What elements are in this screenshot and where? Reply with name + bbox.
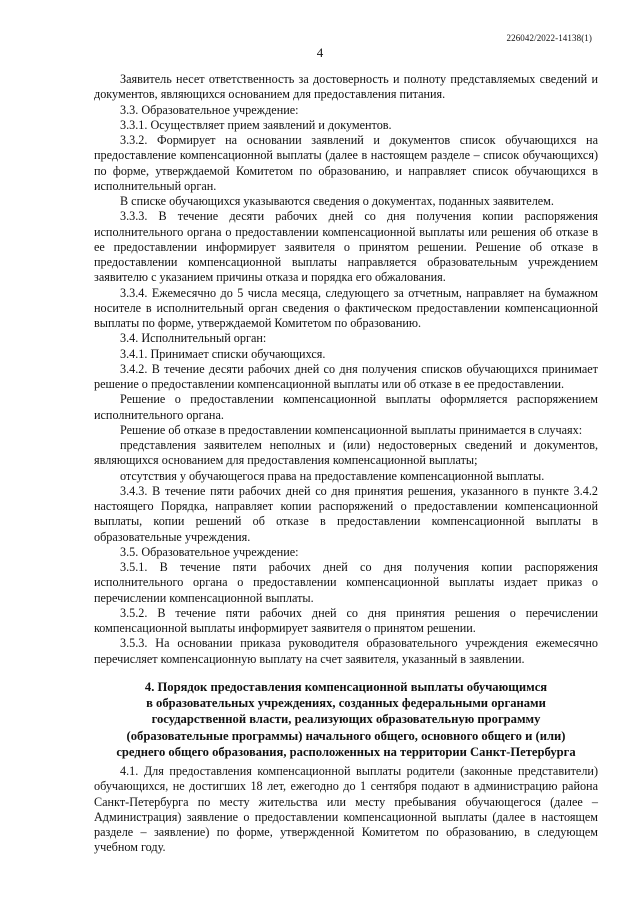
page-number: 4 [316, 45, 324, 60]
paragraph-3-5-2: 3.5.2. В течение пяти рабочих дней со дня принятия решения о перечислении компенсационной выплаты информирует заявителя о принятом решении. [94, 605, 598, 635]
heading-line: 4. Порядок предоставления компенсационной выплаты обучающимся [144, 680, 548, 694]
document-body [94, 72, 598, 667]
paragraph-3-5-1: 3.5.1. В течение пяти рабочих дней со дня получения копии распоряжения исполнительного органа о предоставлении компенсационной выплаты издает приказ о перечислении компенсационной выплаты. [94, 560, 598, 605]
paragraph-3-3-1: 3.3.1. Осуществляет прием заявлений и документов. [120, 117, 392, 132]
paragraph-3-3-2: 3.3.2. Формирует на основании заявлений и документов список обучающихся на предоставление компенсационной выплаты (далее в настоящем разделе – список обучающихся) по форме, утверждаемой Комитетом по образованию, и направляет список обучающихся в исполнительный орган. [94, 133, 598, 193]
heading-line: в образовательных учреждениях, созданных федеральными органами [146, 696, 546, 711]
document-number: 226042/2022-14138(1) [506, 33, 592, 43]
heading-line: государственной власти, реализующих образовательную программу [151, 712, 541, 727]
heading-line: (образовательные программы) начального общего, основного общего и (или) [126, 728, 566, 743]
paragraph-3-5-3: 3.5.3. На основании приказа руководителя образовательного учреждения ежемесячно перечисляет компенсационную выплату на счет заявителя, указанный в заявлении. [94, 636, 598, 666]
paragraph-refusal-case-2: отсутствия у обучающегося права на предоставление компенсационной выплаты. [120, 468, 545, 483]
paragraph-decision-order: Решение о предоставлении компенсационной выплаты оформляется распоряжением исполнительного органа. [94, 392, 598, 422]
paragraph-refusal-cases: Решение об отказе в предоставлении компенсационной выплаты принимается в случаях: [120, 422, 583, 437]
paragraph-3-5: 3.5. Образовательное учреждение: [120, 544, 299, 559]
paragraph-list-info: В списке обучающихся указываются сведения о документах, поданных заявителем. [120, 194, 554, 208]
section-4-heading [94, 679, 598, 760]
paragraph-3-4-2: 3.4.2. В течение десяти рабочих дней со дня получения списков обучающихся принимает решение о предоставлении компенсационной выплаты или об отказе в ее предоставлении. [94, 361, 598, 391]
paragraph-4-1: 4.1. Для предоставления компенсационной выплаты родители (законные представители) обучающихся, не достигших 18 лет, ежегодно до 1 сентября подают в администрацию района Санкт-Петербурга по месту жительства или месту пребывания обучающегося (далее – Администрация) заявление о предоставлении компенсационной выплаты (далее в настоящем разделе – заявление) по форме, утвержденной Комитетом по образованию, в следующем учебном году. [94, 764, 598, 855]
section-4-body [94, 764, 598, 856]
paragraph-3-3-3: 3.3.3. В течение десяти рабочих дней со дня получения копии распоряжения исполнительного органа о предоставлении компенсационной выплаты или решения об отказе в ее предоставлении информирует заявителя о принятом решении. Решение об отказе в предоставлении компенсационной выплаты направляется образовательным учреждением заявителю с указанием причины отказа и порядка его обжалования. [94, 209, 598, 285]
paragraph-3-4: 3.4. Исполнительный орган: [120, 331, 267, 346]
paragraph-3-4-3: 3.4.3. В течение пяти рабочих дней со дня принятия решения, указанного в пункте 3.4.2 настоящего Порядка, направляет копии распоряжений о предоставлении компенсационной выплаты, копии решений об отказе в предоставлении компенсационной выплаты в образовательные учреждения. [94, 483, 598, 544]
paragraph-3-3-4: 3.3.4. Ежемесячно до 5 числа месяца, следующего за отчетным, направляет на бумажном носителе в исполнительный орган сведения о фактическом предоставлении компенсационной выплаты по форме, утверждаемой Комитетом по образованию. [94, 285, 598, 330]
paragraph-3-3: 3.3. Образовательное учреждение: [120, 102, 299, 117]
paragraph-3-4-1: 3.4.1. Принимает списки обучающихся. [120, 346, 326, 361]
paragraph-refusal-case-1: представления заявителем неполных и (или) недостоверных сведений и документов, являющихся основанием для предоставления компенсационной выплаты; [94, 438, 598, 468]
paragraph-responsibility: Заявитель несет ответственность за достоверность и полноту представляемых сведений и документов, являющихся основанием для предоставления питания. [94, 72, 598, 102]
heading-line: среднего общего образования, расположенных на территории Санкт-Петербурга [116, 744, 576, 759]
